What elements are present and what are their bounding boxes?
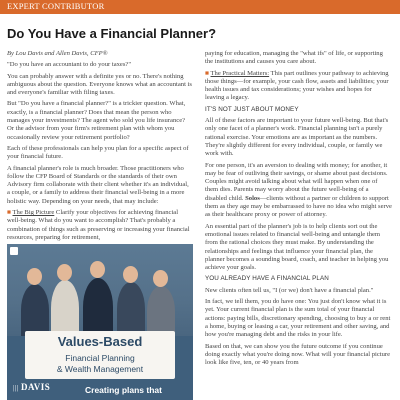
person-head: [90, 261, 105, 278]
person-head: [57, 264, 72, 281]
brand-logo: [13, 382, 50, 392]
ad-subtitle: Financial Planning: [65, 353, 135, 363]
article-title: Do You Have a Financial Planner?: [7, 26, 217, 41]
person-figure: [21, 284, 49, 336]
person-figure: [147, 286, 175, 336]
left-column: [7, 50, 193, 245]
text-run: —clients without a partner or children to support them as they age may be embarrassed to have no idea who might serve as their healthcare proxy or power of attorney.: [205, 194, 392, 219]
right-column: [205, 50, 392, 370]
person-figure: [117, 282, 145, 336]
paragraph: All of these factors are important to your future well-being. But that's only one facet of a planner's work. Financial planning isn't a purely rational exercise. Your emotions are as important as the numbers. They're slightly different for every individual, couple, or family we work with.: [205, 117, 389, 158]
person-head: [27, 268, 42, 285]
brand-mark-icon: |||: [13, 384, 19, 392]
bullet-text: Clarify your objectives for achieving financial well-being. What do you want to accomplish? That's probably a combination of things such as preserving or increasing your financial resources, preparing for retirement,: [7, 209, 190, 241]
section-label: EXPERT CONTRIBUTOR: [7, 1, 105, 11]
advertisement[interactable]: [7, 244, 193, 400]
paragraph: [205, 162, 392, 220]
brand-name: DAVIS: [20, 382, 51, 392]
ad-tagline: Creating plans that: [85, 385, 162, 395]
paragraph: A financial planner's role is much broader. Those practitioners who follow the CFP Board of Standards or the standards of their own Advisory firm collaborate with their client whether it's an individual, a couple, or a family to address their financial well-being in a more holistic way. Depending on your needs, that may include:: [7, 164, 189, 205]
section-heading: IT'S NOT JUST ABOUT MONEY: [205, 105, 299, 113]
bullet-icon: ■: [7, 209, 13, 217]
team-photo: [7, 244, 193, 336]
bullet-item: [7, 209, 193, 242]
bullet-icon: ■: [205, 69, 211, 77]
paragraph: Each of these professionals can help you plan for a specific aspect of your financial future.: [7, 144, 189, 161]
paragraph: Based on that, we can show you the future outcome if you continue doing exactly what you're doing now. What will your financial picture look like five, ten, or 40 years from: [205, 342, 391, 367]
paragraph: You can probably answer with a definite yes or no. There's nothing ambiguous about the question. Everyone knows what an accountant is and everyone's familiar with filing taxes.: [7, 72, 192, 97]
person-head: [123, 266, 138, 283]
paragraph: But "Do you have a financial planner?" is a trickier question. What, exactly, is a financial planner? Does that mean the person who manages your investments? The agent who sold you life insurance? Or the advisor from your firm's retirement plan with whom you occasionally review your retirement portfolio?: [7, 100, 186, 141]
logo-icon: [10, 247, 18, 255]
bullet-item: [205, 70, 392, 103]
ad-card: [25, 331, 175, 379]
paragraph: "Do you have an accountant to do your taxes?": [7, 61, 132, 69]
ad-title: Values-Based: [57, 334, 143, 349]
bullet-label: The Big Picture: [12, 209, 55, 217]
byline: By Lou Davis and Allen Davis, CFP®: [7, 50, 108, 57]
person-figure: [83, 278, 113, 336]
text-run: For one person, it's an aversion to dealing with money; for another, it may be fear of outliving their savings, or shame about past decisions. Couples might avoid talking about what will happen when one of them dies. Parents may worry about the future well-being of a disabled child.: [205, 161, 388, 202]
bullet-label: The Practical Matters:: [210, 69, 270, 77]
bullet-text: This part outlines your pathway to achieving those things—for example, your cash flow, assets and liabilities; your health issues and tax considerations; your wishes and hopes for leaving a legacy.: [205, 69, 389, 102]
paragraph: New clients often tell us, "I (or we) don't have a financial plan.": [205, 286, 374, 294]
section-banner: [0, 0, 400, 14]
emphasis: Solos: [245, 194, 260, 202]
person-head: [153, 270, 168, 287]
paragraph: paying for education, managing the "what ifs" of life, or supporting the institutions and causes you care about.: [205, 50, 383, 66]
section-heading: YOU ALREADY HAVE A FINANCIAL PLAN: [205, 275, 329, 283]
person-figure: [51, 280, 79, 336]
paragraph: An essential part of the planner's job is to help clients sort out the emotional issues related to financial well-being and untangle them from the rational choices they must make. By understanding the relationships and feelings that influence your financial plan, the planner becomes a sounding board, coach, and teacher in helping you achieve your goals.: [205, 222, 389, 272]
paragraph: In fact, we tell them, you do have one: You just don't know what it is yet. Your current financial plan is the sum total of your financial actions: paying bills, discretionary spending, choosing to buy a or rent a home, buying or leasing a car, your retirement and other saving, and how you're managing debt and the risks in your life.: [205, 298, 391, 339]
ad-subtitle: & Wealth Management: [56, 364, 144, 374]
